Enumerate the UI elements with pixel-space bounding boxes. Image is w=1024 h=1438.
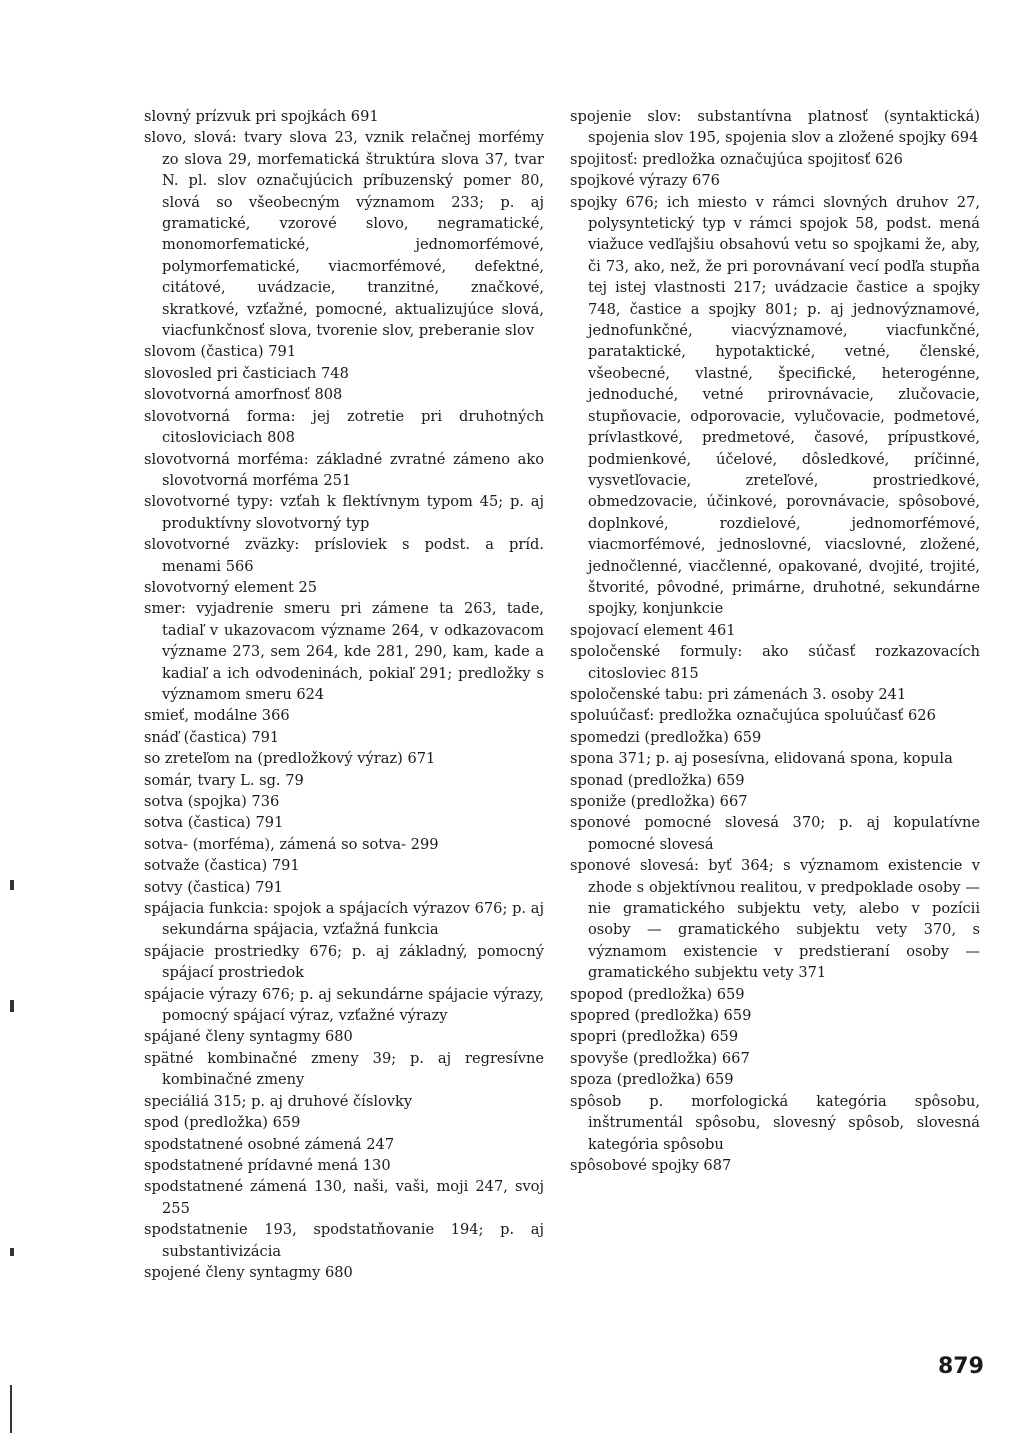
index-entry: sotva- (morféma), zámená so sotva- 299 bbox=[144, 835, 439, 853]
margin-mark bbox=[10, 880, 14, 890]
index-entry: slovný prízvuk pri spojkách 691 bbox=[144, 108, 379, 125]
index-entry: spopri (predložka) 659 bbox=[570, 1028, 739, 1046]
margin-mark bbox=[10, 1248, 14, 1256]
margin-mark bbox=[10, 1000, 14, 1012]
index-entry: snáď (častica) 791 bbox=[144, 728, 280, 746]
index-entry: spod (predložka) 659 bbox=[144, 1114, 301, 1132]
left-column bbox=[144, 106, 544, 1283]
index-entry: spoza (predložka) 659 bbox=[570, 1071, 734, 1089]
index-entry: spopred (predložka) 659 bbox=[570, 1007, 752, 1025]
index-entry: spodstatnené osobné zámená 247 bbox=[144, 1135, 395, 1153]
index-entry: spojenie slov: substantívna platnosť (syntaktická) spojenia slov 195, spojenia slov a zložené spojky 694 bbox=[570, 108, 980, 147]
margin-mark bbox=[10, 1385, 12, 1433]
index-entry: spovyše (predložka) 667 bbox=[570, 1049, 750, 1067]
index-entry: spájacie výrazy 676; p. aj sekundárne spájacie výrazy, pomocný spájací výraz, vzťažné výrazy bbox=[144, 985, 544, 1025]
index-entry: slovotvorný element 25 bbox=[144, 578, 318, 596]
index-entry: so zreteľom na (predložkový výraz) 671 bbox=[144, 750, 436, 768]
index-entry: slovom (častica) 791 bbox=[144, 343, 297, 361]
index-entry: sotvy (častica) 791 bbox=[144, 878, 283, 896]
index-entry: spoločenské tabu: pri zámenách 3. osoby 241 bbox=[570, 685, 907, 703]
index-entry: somár, tvary L. sg. 79 bbox=[144, 771, 304, 789]
index-entry: speciáliá 315; p. aj druhové číslovky bbox=[144, 1092, 413, 1110]
index-entry: sotva (častica) 791 bbox=[144, 814, 284, 832]
index-entry: spojitosť: predložka označujúca spojitosť 626 bbox=[570, 150, 903, 168]
index-entry: slovotvorné typy: vzťah k flektívnym typom 45; p. aj produktívny slovotvorný typ bbox=[144, 493, 544, 532]
index-entry: slovotvorná forma: jej zotretie pri druhotných citosloviciach 808 bbox=[144, 407, 544, 447]
index-entry: spájacie prostriedky 676; p. aj základný, pomocný spájací prostriedok bbox=[144, 942, 544, 982]
index-entry: slovotvorné zväzky: prísloviek s podst. a príd. menami 566 bbox=[144, 536, 544, 575]
index-entry: sponové pomocné slovesá 370; p. aj kopulatívne pomocné slovesá bbox=[570, 814, 980, 853]
index-entry: sotvaže (častica) 791 bbox=[144, 857, 300, 875]
right-column bbox=[570, 106, 980, 1176]
page-number: 879 bbox=[938, 1354, 984, 1379]
index-entry: spodstatnené zámená 130, naši, vaši, moji 247, svoj 255 bbox=[144, 1178, 544, 1217]
index-entry: sponad (predložka) 659 bbox=[570, 771, 745, 789]
index-entry: slovosled pri časticiach 748 bbox=[144, 364, 349, 382]
index-entry: spojkové výrazy 676 bbox=[570, 172, 720, 190]
index-entry: spodstatnené prídavné mená 130 bbox=[144, 1156, 391, 1174]
index-entry: spojky 676; ich miesto v rámci slovných druhov 27, polysyntetický typ v rámci spojok 58, podst. mená viažuce vedľajšiu obsahovú vetu so spojkami že, aby, či 73, ako, než, že pri porovnávaní vecí podľa stupňa tej istej vlastnosti 217; uvádzacie častice a spojky 748, častice a spojky 801; p. aj jednovýznamové, jednofunkčné, viacvýznamové, viacfunkčné, parataktické, hypotaktické, vetné, členské, všeobecné, vlastné, špecifické, heterogénne, jednoduché, vetné prirovnávacie, zlučovacie, stupňovacie, odporovacie, vylučovacie, podmetové, prívlastkové, predmetové, časové, prípustkové, podmienkové, účelové, dôsledkové, príčinné, vysvetľovacie, zreteľové, prostriedkové, obmedzovacie, účinkové, porovnávacie, spôsobové, doplnkové, rozdielové, jednomorfémové, viacmorfémové, jednoslovné, viacslovné, zložené, jednočlenné, viacčlenné, opakované, dvojité, trojité, štvorité, pôvodné, primárne, druhotné, sekundárne spojky, konjunkcie bbox=[570, 193, 980, 618]
index-entry: smieť, modálne 366 bbox=[144, 707, 290, 725]
index-entry: sponiže (predložka) 667 bbox=[570, 793, 748, 810]
index-entry: spodstatnenie 193, spodstatňovanie 194; p. aj substantivizácia bbox=[144, 1221, 544, 1260]
index-entry: spopod (predložka) 659 bbox=[570, 985, 745, 1003]
index-entry: spájané členy syntagmy 680 bbox=[144, 1028, 353, 1046]
index-entry: spôsob p. morfologická kategória spôsobu, inštrumentál spôsobu, slovesný spôsob, slovesná kategória spôsobu bbox=[570, 1092, 980, 1153]
index-entry: spona 371; p. aj posesívna, elidovaná spona, kopula bbox=[570, 750, 953, 768]
index-entry: smer: vyjadrenie smeru pri zámene ta 263, tade, tadiaľ v ukazovacom význame 264, v odkazovacom význame 273, sem 264, kde 281, 290, kam, kade a kadiaľ a ich odvodeninách, pokiaľ 291; predložky s významom smeru 624 bbox=[144, 600, 544, 703]
index-entry: slovotvorná morféma: základné zvratné zámeno ako slovotvorná morféma 251 bbox=[144, 450, 544, 489]
index-entry: spájacia funkcia: spojok a spájacích výrazov 676; p. aj sekundárna spájacia, vzťažná funkcia bbox=[144, 900, 544, 939]
index-entry: spomedzi (predložka) 659 bbox=[570, 728, 762, 746]
index-entry: sotva (spojka) 736 bbox=[144, 793, 280, 810]
index-entry: spoločenské formuly: ako súčasť rozkazovacích citosloviec 815 bbox=[570, 643, 980, 682]
index-entry: spoluúčasť: predložka označujúca spoluúčasť 626 bbox=[570, 707, 936, 725]
index-entry: spätné kombinačné zmeny 39; p. aj regresívne kombinačné zmeny bbox=[144, 1049, 544, 1089]
index-entry: spojovací element 461 bbox=[570, 621, 736, 639]
index-entry: sponové slovesá: byť 364; s významom existencie v zhode s objektívnou realitou, v predpoklade osoby — nie gramatického subjektu vety, alebo v pozícii osoby — gramatického subjektu vety 370, s významom existencie v predstieraní osoby — gramatického subjektu vety 371 bbox=[570, 857, 980, 982]
index-entry: spojené členy syntagmy 680 bbox=[144, 1263, 353, 1281]
index-entry: slovo, slová: tvary slova 23, vznik relačnej morfémy zo slova 29, morfematická štruktúra slova 37, tvar N. pl. slov označujúcich príbuzenský pomer 80, slová so všeobecným významom 233; p. aj gramatické, vzorové slovo, negramatické, monomorfematické, jednomorfémové, polymorfematické, viacmorfémové, defektné, citátové, uvádzacie, tranzitné, značkové, skratkové, vzťažné, pomocné, aktualizujúce slová, viacfunkčnosť slova, tvorenie slov, preberanie slov bbox=[144, 129, 544, 340]
index-entry: slovotvorná amorfnosť 808 bbox=[144, 386, 343, 404]
index-entry: spôsobové spojky 687 bbox=[570, 1156, 732, 1174]
